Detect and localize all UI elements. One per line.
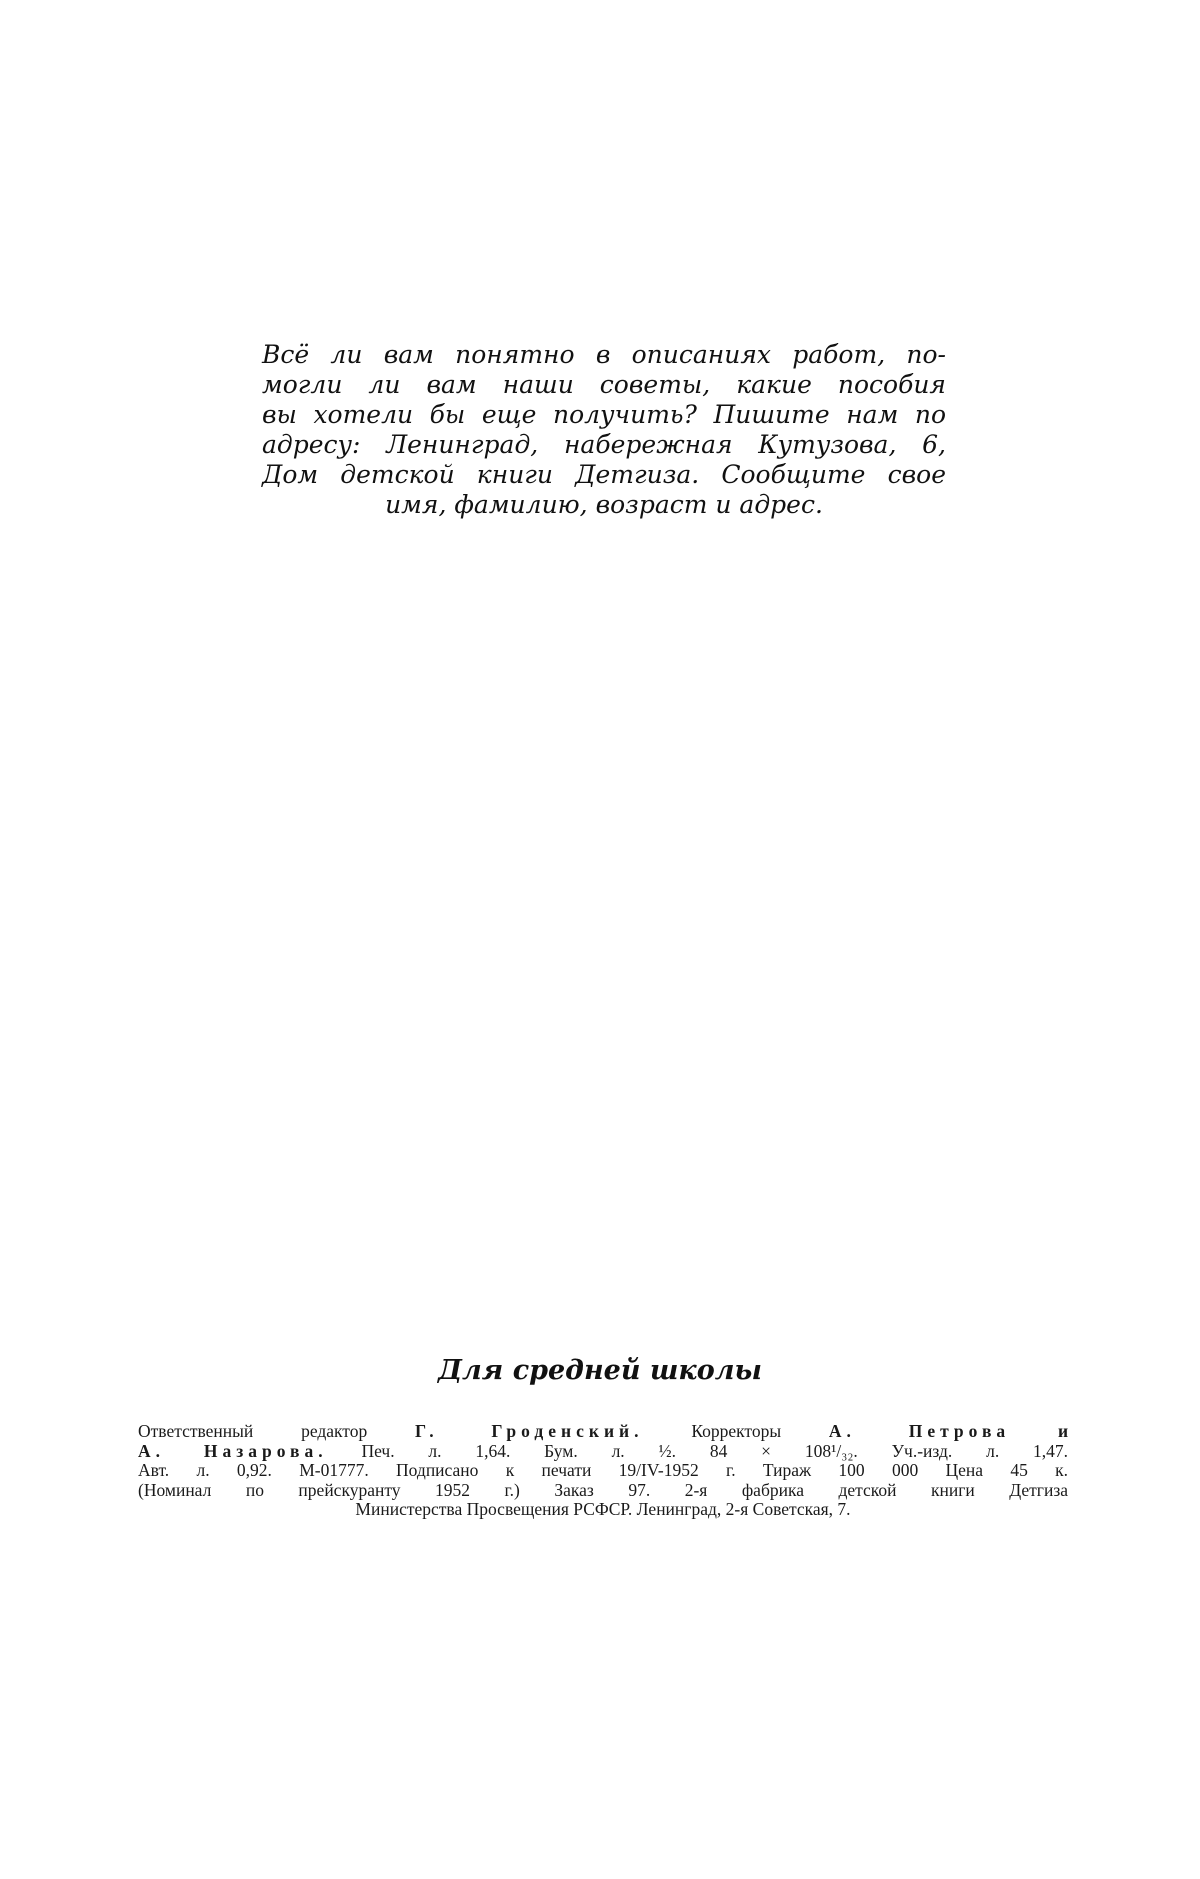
note-line: Дом детской книги Детгиза. Сообщите свое [262, 460, 946, 489]
imprint-line-2 [138, 1442, 1068, 1462]
print-run: Тираж 100 000 [762, 1460, 919, 1480]
note-line: Всё ли вам понятно в описаниях работ, по- [262, 340, 946, 369]
editor-name: Г. Гроденский. [415, 1421, 644, 1441]
signed-date: Подписано к печати 19/IV-1952 г. [396, 1460, 736, 1480]
editor-label: Ответственный редактор [138, 1421, 368, 1441]
imprint-line-3 [138, 1461, 1068, 1481]
note-line: адресу: Ленинград, набережная Кутузова, 6, [262, 430, 946, 459]
edition-sheets: Уч.-изд. л. 1,47. [891, 1440, 1069, 1461]
note-line: вы хотели бы еще получить? Пишите нам по [262, 400, 946, 429]
imprint-block [138, 1422, 1068, 1520]
conjunction: и [1057, 1421, 1069, 1441]
order-number: Заказ 97. [554, 1479, 651, 1500]
note-line: имя, фамилию, возраст и адрес. [385, 490, 823, 519]
series-label: Для средней школы [438, 1355, 762, 1386]
corrector-name: А. Назарова. [138, 1440, 328, 1461]
nominal-note: (Номинал по прейскуранту 1952 г.) [138, 1479, 520, 1500]
author-sheets: Авт. л. 0,92. [138, 1460, 272, 1480]
paper-sheets: Бум. л. ½. [544, 1440, 677, 1461]
corrector-name: А. Петрова [828, 1421, 1011, 1441]
factory-name: 2-я фабрика детской книги Детгиза [684, 1479, 1069, 1500]
imprint-line-5: Министерства Просвещения РСФСР. Ленинград, 2-я Советская, 7. [355, 1499, 851, 1519]
correctors-label: Корректоры [691, 1421, 782, 1441]
reader-note [262, 340, 946, 520]
print-sheets: Печ. л. 1,64. [361, 1440, 511, 1461]
price: Цена 45 к. [945, 1460, 1069, 1480]
catalog-code: М-01777. [299, 1460, 369, 1480]
imprint-line-1 [138, 1422, 1068, 1442]
paper-format: 84 × 108¹/₃₂. [709, 1440, 858, 1461]
note-line: могли ли вам наши советы, какие пособия [262, 370, 946, 399]
imprint-line-4 [138, 1481, 1068, 1501]
